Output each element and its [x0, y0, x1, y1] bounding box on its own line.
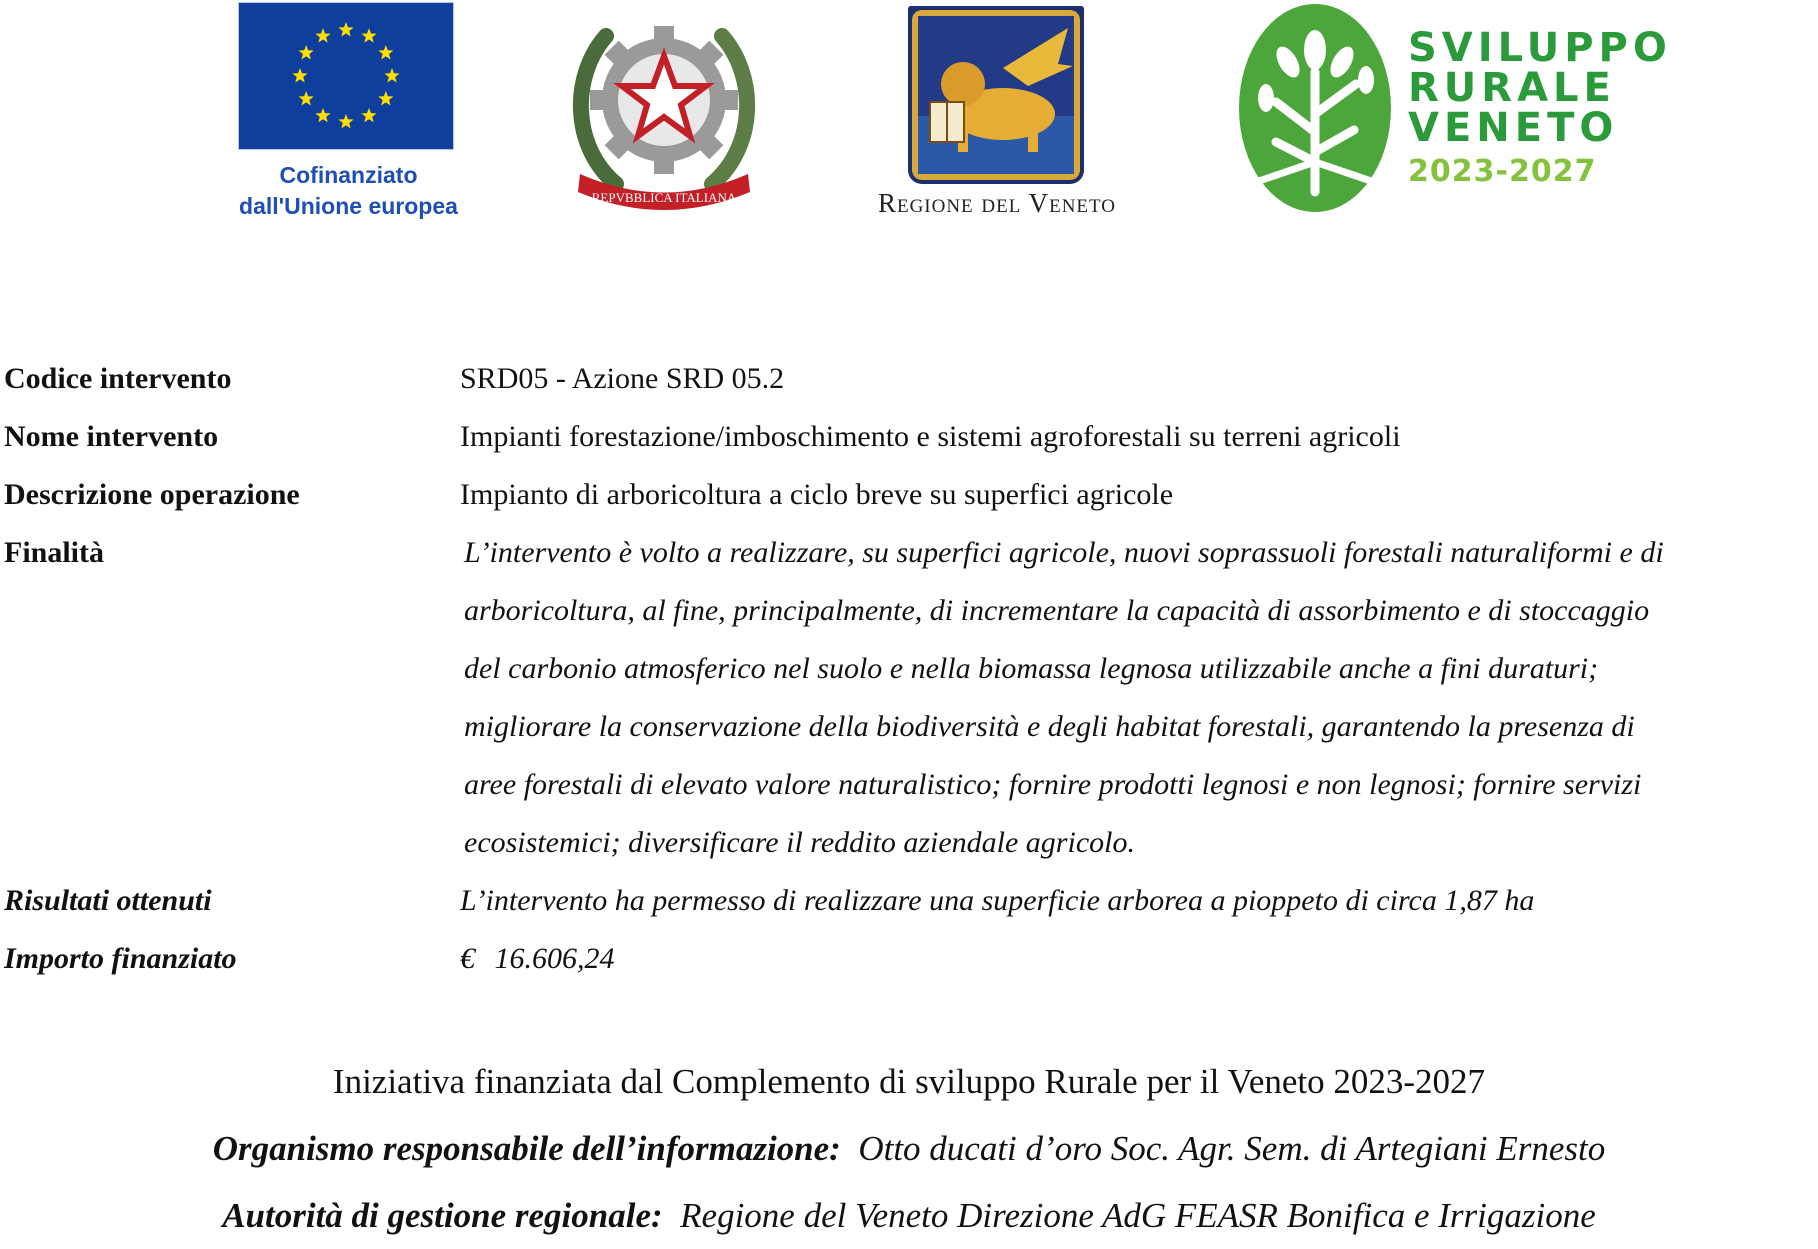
eu-star-icon: [292, 68, 307, 82]
rural-years: 2023-2027: [1408, 154, 1597, 189]
descrizione-label: Descrizione operazione: [4, 478, 300, 511]
autorita-value: Regione del Veneto Direzione AdG FEASR Bonifica e Irrigazione: [680, 1196, 1596, 1235]
finalita-line: aree forestali di elevato valore naturalistico; fornire prodotti legnosi e non legnosi; fornire servizi: [464, 768, 1642, 801]
veneto-caption: Regione del Veneto: [877, 188, 1117, 218]
footer-autorita: [0, 1182, 1818, 1249]
eu-star-icon: [299, 45, 314, 59]
eu-caption-line2: dall'Unione europea: [239, 193, 458, 219]
nome-value: Impianti forestazione/imboschimento e sistemi agroforestali su terreni agricoli: [460, 420, 1401, 453]
lion-of-saint-mark-icon: [908, 6, 1084, 184]
currency-symbol: €: [460, 942, 475, 975]
row-codice: [4, 350, 1816, 408]
eu-star-icon: [361, 28, 376, 42]
descrizione-value: Impianto di arboricoltura a ciclo breve su superfici agricole: [460, 478, 1174, 511]
importo-label: Importo finanziato: [4, 942, 237, 975]
footer-initiative: Iniziativa finanziata dal Complemento di sviluppo Rurale per il Veneto 2023-2027: [332, 1062, 1486, 1101]
finalita-label: Finalità: [4, 536, 105, 569]
sviluppo-rurale-logo: [1236, 2, 1672, 218]
finalita-line: migliorare la conservazione della biodiversità e degli habitat forestali, garantendo la presenza di: [464, 710, 1635, 743]
row-importo: [4, 930, 1816, 988]
finalita-line: ecosistemici; diversificare il reddito aziendale agricolo.: [464, 826, 1135, 859]
eu-star-icon: [384, 68, 399, 82]
eu-star-icon: [299, 91, 314, 105]
eu-logo: [226, 2, 471, 222]
codice-label: Codice intervento: [4, 362, 232, 395]
sviluppo-rurale-wordmark: [1408, 25, 1672, 192]
intervention-info: [4, 350, 1816, 988]
risultati-label: Risultati ottenuti: [4, 884, 212, 917]
row-descrizione: [4, 466, 1816, 524]
eu-star-icon: [378, 45, 393, 59]
row-risultati: [4, 872, 1816, 930]
importo-amount: 16.606,24: [494, 942, 615, 975]
autorita-label: Autorità di gestione regionale:: [222, 1196, 663, 1235]
footer-organismo: [0, 1115, 1818, 1182]
finalita-line: del carbonio atmosferico nel suolo e nella biomassa legnosa utilizzabile anche a fini duraturi;: [464, 652, 1599, 685]
italian-republic-emblem: [566, 6, 762, 218]
rural-line2: RURALE: [1408, 65, 1616, 111]
codice-value: SRD05 - Azione SRD 05.2: [460, 362, 785, 395]
rural-line3: VENETO: [1408, 105, 1619, 151]
funding-footer: [0, 1048, 1818, 1249]
eu-star-icon: [361, 108, 376, 122]
rural-line1: SVILUPPO: [1408, 25, 1672, 71]
logo-strip: [0, 0, 1818, 230]
republic-band-text: REPVBBLICA ITALIANA: [591, 190, 737, 205]
finalita-line: arboricoltura, al fine, principalmente, di incrementare la capacità di assorbimento e di stoccaggio: [464, 594, 1650, 627]
eu-caption: [226, 160, 471, 222]
eu-star-icon: [338, 22, 353, 36]
eu-star-icon: [338, 114, 353, 128]
eu-star-icon: [378, 91, 393, 105]
eu-caption-line1: Cofinanziato: [279, 162, 418, 188]
organismo-label: Organismo responsabile dell’informazione:: [212, 1129, 841, 1168]
veneto-logo: [862, 2, 1132, 224]
nome-label: Nome intervento: [4, 420, 219, 453]
tree-icon: [1236, 2, 1394, 214]
row-nome: [4, 408, 1816, 466]
eu-star-icon: [315, 108, 330, 122]
risultati-value: L’intervento ha permesso di realizzare una superficie arborea a pioppeto di circa 1,87 ha: [460, 884, 1535, 917]
row-finalita: [4, 524, 1816, 872]
eu-flag-icon: [238, 2, 454, 150]
finalita-line: L’intervento è volto a realizzare, su superfici agricole, nuovi soprassuoli forestali naturaliformi e di: [464, 536, 1664, 569]
finalita-value: [460, 524, 1816, 872]
importo-value: [460, 930, 1816, 988]
organismo-value: Otto ducati d’oro Soc. Agr. Sem. di Artegiani Ernesto: [858, 1129, 1606, 1168]
eu-star-icon: [315, 28, 330, 42]
